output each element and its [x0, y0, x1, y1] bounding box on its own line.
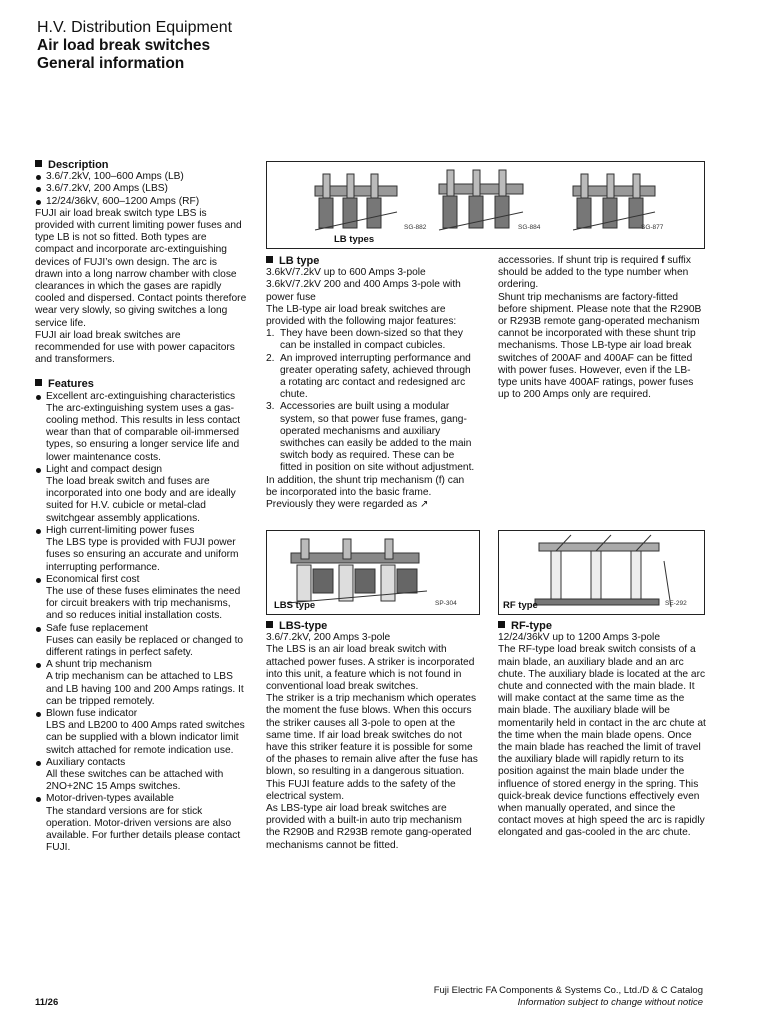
lb-type-intro: The LB-type air load break switches are provided with the following major features: — [266, 303, 457, 328]
feature-item — [35, 793, 247, 854]
figure-code: SG-882 — [404, 224, 427, 231]
rf-type-intro: 12/24/36kV up to 1200 Amps 3-pole — [498, 632, 660, 644]
lbs-type-paragraph: The striker is a trip mechanism which operates the moment the fuse blows. When this occurs the striker causes all 3-pole to open at the same time. If air load break switches do not have this striker feature it is possible for some of the phases to remain alive after the fuse has blown, so resulting in a dangerous situation. This FUJI feature adds to the safety of the electrical system. — [266, 693, 478, 802]
arrow-icon: ↗ — [417, 499, 429, 511]
lb-feature-item: 2. An improved interrupting performance and greater operating safety, achieved through a rotating arc contact and redesigned arc chute. — [266, 352, 471, 401]
lbs-type-section — [266, 620, 478, 852]
lb-types-figure — [266, 161, 705, 249]
feature-body: The arc-extinguishing system uses a gas-cooling method. This results in less contact wear than that of comparable oil-immersed types, so ensuring a longer service life and lower maintenance costs. — [46, 402, 241, 463]
description-bullet: 3.6/7.2kV, 100–600 Amps (LB) — [35, 171, 247, 183]
feature-body: The standard versions are for stick operation. Motor-driven versions are also available. For further details please contact FUJI. — [46, 805, 241, 854]
feature-body: All these switches can be attached with 2NO+2NC 15 Amps switches. — [46, 768, 224, 793]
lbs-type-figure — [266, 530, 480, 615]
figure-caption: RF type — [503, 600, 538, 611]
figure-code: SP-304 — [435, 600, 457, 607]
lb-type-section — [266, 255, 478, 511]
feature-item — [35, 757, 247, 794]
footer-company: Fuji Electric FA Components & Systems Co., Ltd./D & C Catalog — [433, 985, 703, 996]
feature-item — [35, 574, 247, 623]
feature-item — [35, 708, 247, 757]
lbs-type-heading: LBS-type — [266, 620, 478, 632]
lb-type-heading: LB type — [266, 255, 478, 267]
figure-caption: LBS type — [274, 600, 316, 611]
footer-info — [434, 985, 703, 1009]
rf-type-heading: RF-type — [498, 620, 706, 632]
feature-head: Safe fuse replacement — [35, 623, 247, 635]
lb-type-shunt-trip: Shunt trip mechanisms are factory-fitted before shipment. Please note that the R290B or R293B remote gang-operated mechanism cannot be incorporated with these shunt trip mechanisms. Those LB-type air load break switches of 200AF and 400AF can be fitted with power fuses. However, even if the LB-type units have 400AF ratings, power fuses up to 200 Amps only are required. — [498, 291, 702, 401]
lb-type-intro: 3.6kV/7.2kV 200 and 400 Amps 3-pole with power fuse — [266, 279, 461, 303]
left-column — [35, 159, 247, 854]
figure-code: SG-877 — [641, 224, 664, 231]
rf-type-figure — [498, 530, 705, 615]
square-bullet-icon — [35, 160, 42, 167]
feature-head: High current-limiting power fuses — [35, 525, 247, 537]
lbs-type-intro: 3.6/7.2kV, 200 Amps 3-pole — [266, 632, 391, 644]
feature-item — [35, 391, 247, 464]
feature-item — [35, 464, 247, 525]
feature-head: Auxiliary contacts — [35, 757, 247, 769]
page-title: Air load break switches — [37, 37, 211, 54]
figure-code: SG-884 — [518, 224, 541, 231]
lb-type-intro: 3.6kV/7.2kV up to 600 Amps 3-pole — [266, 267, 426, 279]
description-paragraph: FUJI air load break switches are recommended for use with power capacitors and transformers. — [35, 329, 235, 366]
feature-body: The LBS type is provided with FUJI power fuses so ensuring an accurate and uniform interrupting performance. — [46, 537, 239, 573]
feature-head: Excellent arc-extinguishing characteristics — [35, 391, 247, 403]
feature-head: A shunt trip mechanism — [35, 659, 247, 671]
lbs-type-paragraph: The LBS is an air load break switch with attached power fuses. A striker is incorporated into this unit, a feature which is not found in conventional load break switches. — [266, 644, 475, 693]
feature-body: The load break switch and fuses are incorporated into one body and are ideally suited for H.V. cubicle or metal-clad switchgear assembly applications. — [46, 476, 236, 524]
page-subtitle: General information — [37, 55, 185, 72]
lb-switch-photo-illustration — [267, 162, 704, 248]
description-paragraph: FUJI air load break switch type LBS is provided with current limiting power fuses and type LB is not so fitted. Both types are compact and incorporate arc-extinguishing devices of FUJI’s own design. The arc is drawn into a long narrow chamber with close clearances in which the gases are rapidly cooled and dispersed. Contact points therefore wear very slowly, so giving switches a long service life. — [35, 207, 247, 329]
feature-head: Blown fuse indicator — [35, 708, 247, 720]
lb-type-accessories: accessories. If shunt trip is required f suffix should be added to the type number when ordering. — [498, 255, 691, 291]
lb-feature-item: 1. They have been down-sized so that they can be installed in compact cubicles. — [266, 328, 463, 352]
square-bullet-icon — [498, 621, 505, 628]
description-bullet: 3.6/7.2kV, 200 Amps (LBS) — [35, 183, 247, 195]
figure-caption: LB types — [334, 234, 375, 245]
feature-head: Economical first cost — [35, 574, 247, 586]
lb-type-continued — [498, 255, 706, 401]
feature-head: Motor-driven-types available — [35, 793, 247, 805]
feature-body: LBS and LB200 to 400 Amps rated switches can be supplied with a blown indicator limit switch attached for remote indication use. — [46, 720, 245, 756]
rf-type-paragraph: The RF-type load break switch consists of a main blade, an auxiliary blade and an arc chute. The auxiliary blade is located at the arc chute and connected with the main blade. It will make contact at the same time as the main blade. The auxiliary blade will be momentarily held in contact in the arc chute at the time when the main blade opens. Once the main blade has reached the limit of travel the auxiliary blade will rapidly return to its position against the main blade under the influence of stored energy in the spring. This quick-break device functions effectively even when manually operated, and since the contact moves at high speed the arc is rapidly elongated and gas-cooled in the arc chute. — [498, 644, 706, 839]
feature-item — [35, 525, 247, 574]
features-heading: Features — [35, 378, 247, 390]
page-number: 11/26 — [35, 997, 59, 1008]
lbs-type-paragraph: As LBS-type air load break switches are provided with a built-in auto trip mechanism the R290B and R293B remote gang-operated mechanisms cannot be fitted. — [266, 803, 472, 851]
rf-type-section — [498, 620, 706, 840]
feature-head: Light and compact design — [35, 464, 247, 476]
square-bullet-icon — [266, 256, 273, 263]
footer-notice: Information subject to change without notice — [517, 997, 703, 1008]
square-bullet-icon — [266, 621, 273, 628]
feature-body: The use of these fuses eliminates the need for circuit breakers with trip mechanisms, and so reduces initial installation costs. — [46, 585, 241, 622]
feature-body: Fuses can easily be replaced or changed to different ratings in perfect safety. — [46, 634, 244, 658]
feature-item — [35, 659, 247, 708]
square-bullet-icon — [35, 379, 42, 386]
figure-code: SE-292 — [665, 600, 687, 607]
lb-type-outro: In addition, the shunt trip mechanism (f) can be incorporated into the basic frame. Previously they were regarded as ↗ — [266, 474, 465, 511]
description-heading: Description — [35, 159, 247, 171]
feature-item — [35, 623, 247, 660]
description-bullet: 12/24/36kV, 600–1200 Amps (RF) — [35, 196, 247, 208]
header-category: H.V. Distribution Equipment — [37, 19, 233, 36]
lb-feature-item: 3. Accessories are built using a modular system, so that power fuse frames, gang-operated mechanisms and auxiliary swithches can easily be added to the main switch body as required. These can be fitted in position on site without adjustment. — [266, 401, 475, 474]
page-header — [37, 19, 232, 73]
feature-body: A trip mechanism can be attached to LBS and LB having 100 and 200 Amps ratings. It can be tripped remotely. — [46, 671, 244, 707]
